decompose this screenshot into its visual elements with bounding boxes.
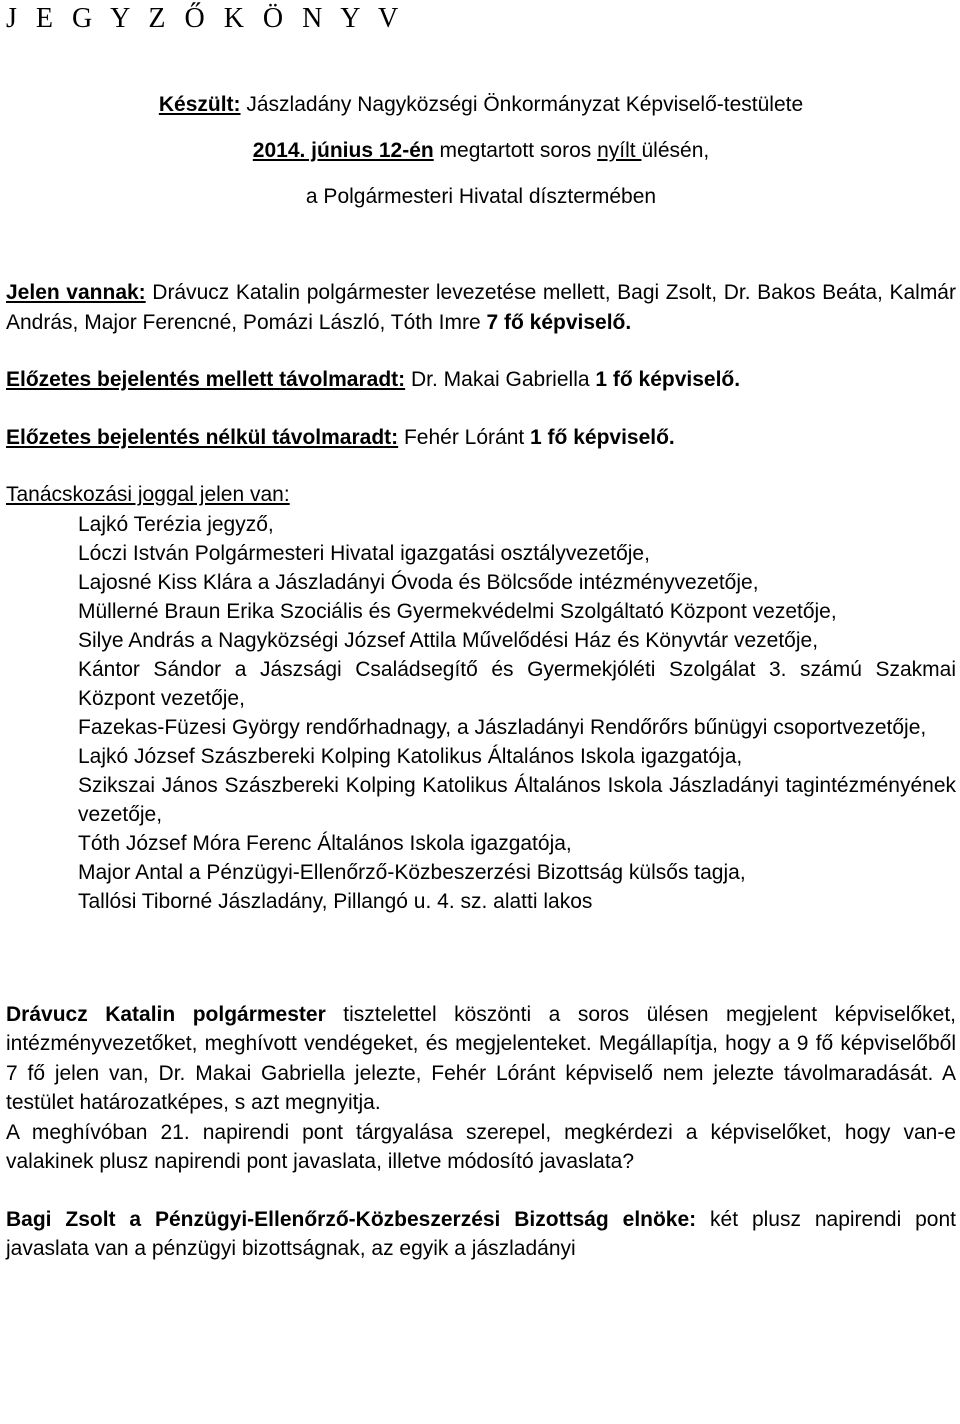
document-page (6, 0, 956, 1264)
absent-unnotified-label: Előzetes bejelentés nélkül távolmaradt: (6, 425, 399, 449)
advisory-member: Silye András a Nagyközségi József Attila Művelődési Ház és Könyvtár vezetője, (78, 628, 819, 652)
advisory-member: Lóczi István Polgármesteri Hivatal igazgatási osztályvezetője, (78, 541, 650, 565)
made-label: Készült: (158, 93, 241, 116)
advisory-heading (6, 480, 956, 510)
advisory-label: Tanácskozási joggal jelen van: (6, 483, 290, 506)
mayor-speaker: Drávucz Katalin polgármester (6, 1002, 326, 1026)
advisory-member: Müllerné Braun Erika Szociális és Gyermekvédelmi Szolgáltató Központ vezetője, (78, 599, 837, 623)
advisory-member: Major Antal a Pénzügyi-Ellenőrző-Közbeszerzési Bizottság külsős tagja, (78, 860, 746, 884)
meeting-date: 2014. június 12-én (252, 139, 434, 162)
mayor-opening-paragraph (6, 1000, 956, 1118)
made-text: Jászladány Nagyközségi Önkormányzat Képviselő-testülete (240, 93, 804, 116)
absent-notified-count: 1 fő képviselő. (595, 368, 741, 391)
header-line-2-end: ülésén, (641, 139, 710, 162)
present-paragraph (6, 278, 956, 337)
committee-chair-text: két plusz napirendi pont javaslata van a pénzügyi bizottságnak, az egyik a jászladányi (6, 1207, 956, 1260)
mayor-opening-text: tisztelettel köszönti a soros ülésen megjelent képviselőket, intézményvezetőket, meghívott vendégeket, és megjelenteket. Megállapítja, hogy a 9 fő képviselőből 7 fő jelen van, Dr. Makai Gabriella jelezte, Fehér Lóránt képviselő nem jelezte távolmaradását. A testület határozatképes, s azt megnyitja. (6, 1002, 956, 1114)
advisory-member: Lajkó Terézia jegyző, (78, 512, 274, 536)
open-session-word: nyílt (597, 139, 642, 162)
header-line-2 (6, 128, 956, 174)
present-text: Drávucz Katalin polgármester levezetése mellett, Bagi Zsolt, Dr. Bakos Beáta, Kalmár András, Major Ferencné, Pomázi László, Tóth Imre (6, 281, 956, 334)
absent-unnotified-text: Fehér Lóránt (398, 425, 531, 449)
advisory-member: Tóth József Móra Ferenc Általános Iskola igazgatója, (78, 831, 572, 855)
absent-notified-paragraph (6, 365, 956, 395)
absent-notified-text: Dr. Makai Gabriella (405, 368, 596, 391)
advisory-member: Tallósi Tiborné Jászladány, Pillangó u. 4. sz. alatti lakos (78, 889, 593, 913)
advisory-member: Kántor Sándor a Jászsági Családsegítő és Gyermekjóléti Szolgálat 3. számú Szakmai Központ vezetője, (78, 657, 956, 710)
advisory-member: Fazekas-Füzesi György rendőrhadnagy, a Jászladányi Rendőrőrs bűnügyi csoportvezetője, (78, 715, 927, 739)
header-line-1 (6, 82, 956, 128)
absent-notified-label: Előzetes bejelentés mellett távolmaradt: (6, 368, 406, 391)
document-title: J E G Y Z Ő K Ö N Y V (6, 3, 405, 34)
present-label: Jelen vannak: (6, 281, 146, 304)
meeting-location: a Polgármesteri Hivatal dísztermében (305, 185, 657, 208)
header-block (6, 82, 956, 220)
advisory-member: Lajosné Kiss Klára a Jászladányi Óvoda és Bölcsőde intézményvezetője, (78, 570, 759, 594)
advisory-member: Szikszai János Szászbereki Kolping Katolikus Általános Iskola Jászladányi tagintézményének vezetője, (78, 773, 956, 826)
present-count: 7 fő képviselő. (486, 310, 632, 334)
advisory-members-list (6, 510, 956, 916)
absent-unnotified-count: 1 fő képviselő. (530, 425, 675, 449)
header-line-2-mid: megtartott soros (433, 139, 598, 162)
advisory-member: Lajkó József Szászbereki Kolping Katolikus Általános Iskola igazgatója, (78, 744, 743, 768)
absent-unnotified-paragraph (6, 423, 956, 453)
agenda-question-paragraph: A meghívóban 21. napirendi pont tárgyalása szerepel, megkérdezi a képviselőket, hogy van-e valakinek plusz napirendi pont javaslata, illetve módosító javaslata? (6, 1120, 956, 1173)
committee-chair-speaker: Bagi Zsolt a Pénzügyi-Ellenőrző-Közbeszerzési Bizottság elnöke: (6, 1207, 697, 1231)
committee-chair-paragraph (6, 1205, 956, 1264)
